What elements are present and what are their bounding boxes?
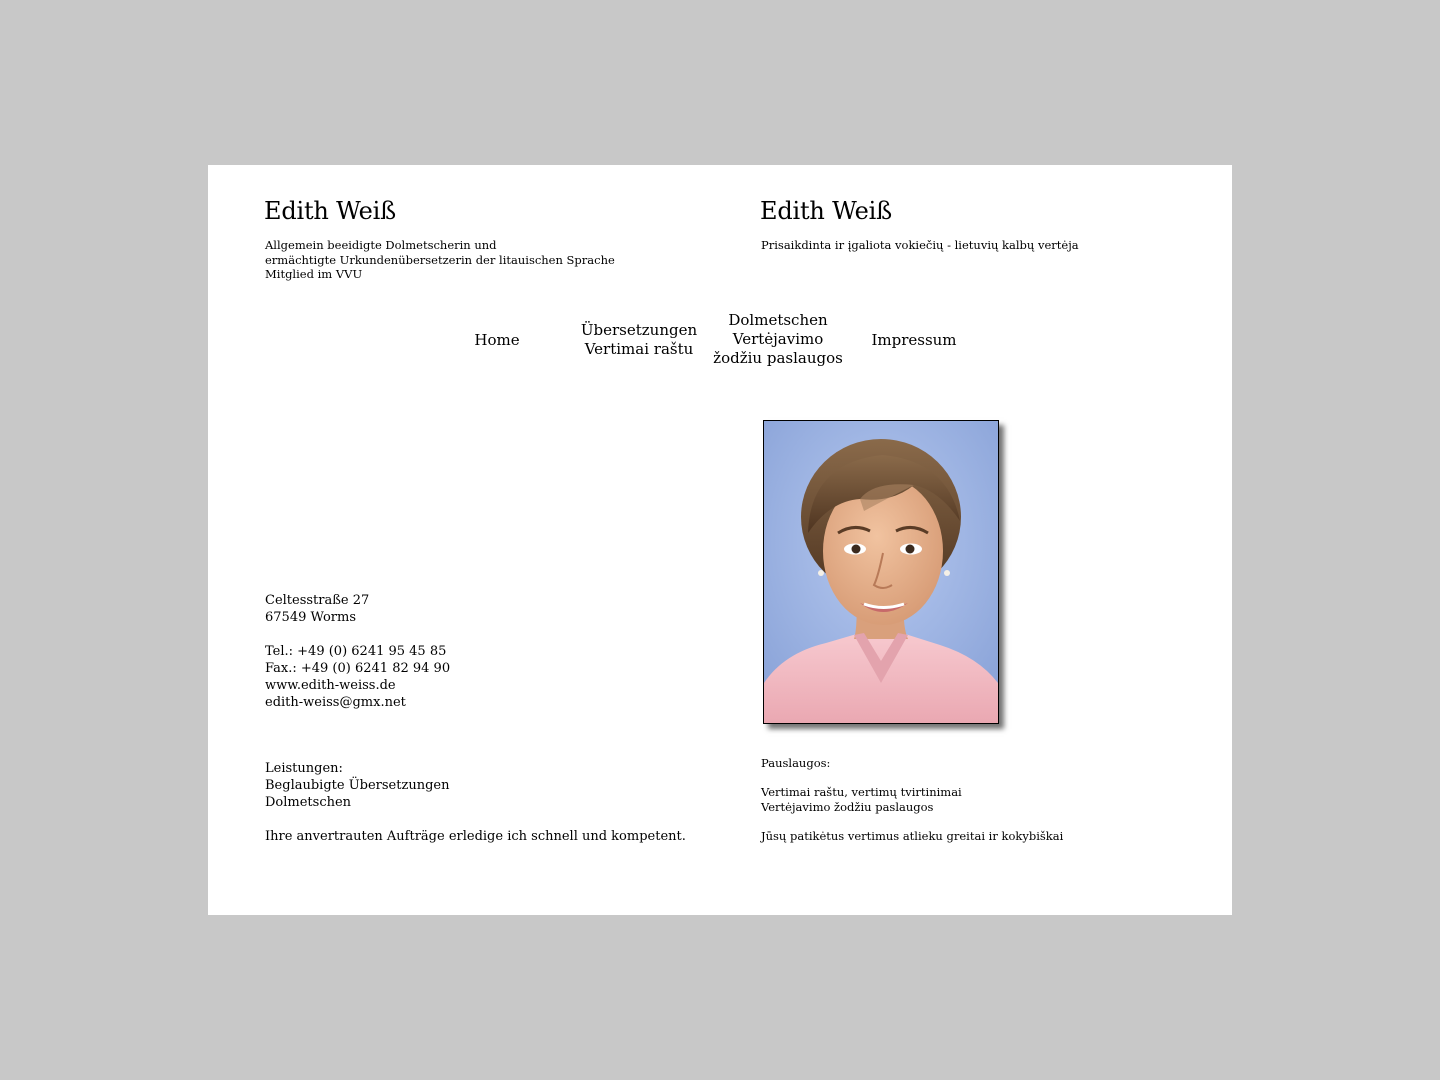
name-heading-lt: Edith Weiß [760, 197, 892, 225]
subtitle-de-line: Mitglied im VVU [265, 267, 363, 281]
website-link[interactable]: www.edith-weiss.de [265, 678, 396, 693]
services-de-heading: Leistungen: [265, 761, 343, 776]
address-city: 67549 Worms [265, 610, 357, 625]
portrait-illustration [764, 421, 998, 723]
nav-interpreting-label-de: Dolmetschen [728, 311, 828, 329]
nav-interpreting[interactable] [708, 311, 848, 368]
name-heading-de: Edith Weiß [264, 197, 396, 225]
services-lt-item: Vertėjavimo žodžiu paslaugos [761, 799, 934, 814]
nav-translations-label-de: Übersetzungen [580, 321, 698, 339]
subtitle-lt [761, 238, 1079, 253]
services-lt-heading: Pauslaugos: [761, 756, 831, 770]
nav-impressum-label: Impressum [871, 331, 957, 349]
subtitle-de [265, 238, 615, 282]
services-lt [761, 756, 1063, 843]
nav-home-label: Home [474, 331, 520, 349]
nav-translations-label-lt: Vertimai raštu [584, 340, 694, 358]
services-lt-closing: Jūsų patikėtus vertimus atlieku greitai ir kokybiškai [761, 828, 1064, 843]
address-street: Celtesstraße 27 [265, 593, 370, 608]
nav-impressum[interactable] [859, 331, 969, 350]
nav-interpreting-label-lt-2: žodžiu paslaugos [713, 349, 843, 367]
nav-home[interactable] [447, 331, 547, 350]
nav-interpreting-label-lt-1: Vertėjavimo [732, 330, 824, 348]
services-de-item: Beglaubigte Übersetzungen [265, 778, 450, 793]
subtitle-lt-line: Prisaikdinta ir įgaliota vokiečių - lietuvių kalbų vertėja [761, 238, 1079, 252]
subtitle-de-line: ermächtigte Urkundenübersetzerin der litauischen Sprache [265, 252, 615, 267]
nav-translations[interactable] [574, 321, 704, 359]
services-lt-item: Vertimai raštu, vertimų tvirtinimai [761, 785, 962, 799]
contact-block [265, 592, 450, 711]
services-de-closing: Ihre anvertrauten Aufträge erledige ich schnell und kompetent. [265, 829, 686, 844]
subtitle-de-line: Allgemein beeidigte Dolmetscherin und [265, 238, 497, 252]
portrait-photo [763, 420, 999, 724]
fax-number: Fax.: +49 (0) 6241 82 94 90 [265, 661, 451, 676]
email-link[interactable]: edith-weiss@gmx.net [265, 695, 406, 710]
phone-number: Tel.: +49 (0) 6241 95 45 85 [265, 644, 447, 659]
services-de [265, 760, 686, 845]
services-de-item: Dolmetschen [265, 795, 352, 810]
page-card [208, 165, 1232, 915]
